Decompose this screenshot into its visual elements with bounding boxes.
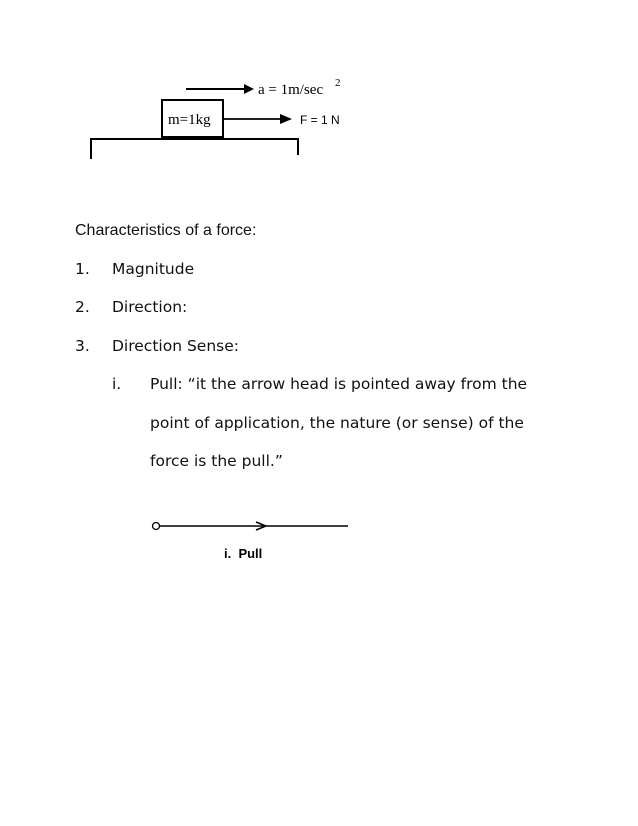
pull-diagram: [0, 510, 638, 570]
list-item-number: 2.: [75, 298, 90, 316]
list-item-number: 3.: [75, 337, 90, 355]
force-arrowhead: [280, 114, 292, 124]
list-item-number: 1.: [75, 260, 90, 278]
sub-item-line: Pull: “it the arrow head is pointed away from the: [150, 375, 528, 393]
force-label: F = 1 N: [300, 113, 340, 127]
sub-item-number: i.: [112, 375, 122, 393]
list-item-text: Direction:: [112, 298, 188, 316]
pull-caption: i. Pull: [224, 546, 263, 561]
mass-label: m=1kg: [168, 112, 211, 128]
acceleration-label: a = 1m/sec: [258, 82, 324, 98]
sub-item-line: force is the pull.”: [150, 452, 283, 470]
list-item-text: Magnitude: [112, 260, 195, 278]
point-of-application: [153, 523, 160, 530]
list-item-text: Direction Sense:: [112, 337, 239, 355]
acceleration-exponent: 2: [335, 77, 341, 89]
mass-force-diagram: [0, 0, 638, 180]
acceleration-arrowhead: [244, 84, 254, 94]
section-heading: Characteristics of a force:: [75, 222, 257, 239]
sub-item-line: point of application, the nature (or sense) of the: [150, 414, 524, 432]
surface: [91, 139, 298, 159]
